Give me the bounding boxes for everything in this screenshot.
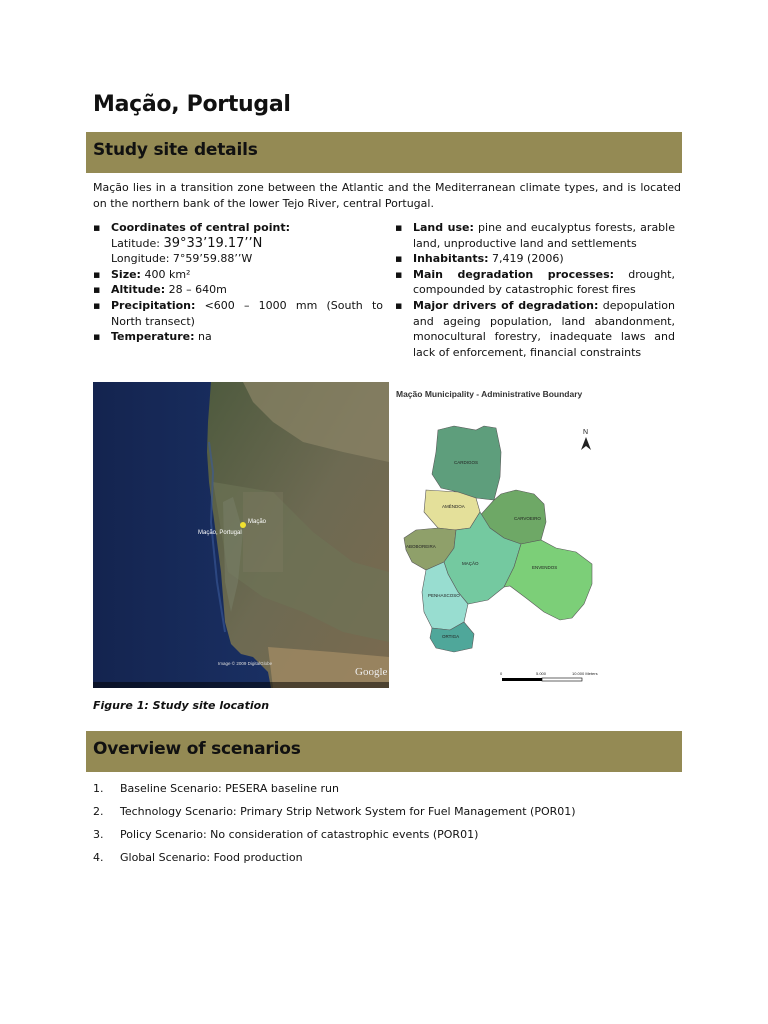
drivers-label: Major drivers of degradation: bbox=[413, 298, 599, 312]
scenario-text: Baseline Scenario: PESERA baseline run bbox=[120, 782, 339, 795]
scenario-number: 4. bbox=[93, 851, 104, 864]
scenario-text: Policy Scenario: No consideration of catastrophic events (POR01) bbox=[120, 828, 479, 841]
page-title: Mação, Portugal bbox=[93, 92, 291, 117]
admin-map-title: Mação Municipality - Administrative Boundary bbox=[396, 389, 583, 399]
label-ortiga: ORTIGA bbox=[442, 634, 460, 639]
size-value: 400 km² bbox=[140, 267, 191, 281]
label-cardigos: CARDIGOS bbox=[454, 460, 479, 465]
svg-text:5.000: 5.000 bbox=[536, 671, 547, 676]
land-use-value: pine and eucalyptus forests, arable land, unproductive land and settlements bbox=[413, 221, 675, 250]
inhabitants-label: Inhabitants: bbox=[413, 252, 489, 266]
precipitation-value: <600 – 1000 mm (South to North transect) bbox=[111, 298, 383, 328]
scale-bar bbox=[500, 671, 598, 681]
drivers-value: depopulation and ageing population, land abandonment, monocultural forestry, inadequate laws and lack of enforcement, financial constraints bbox=[413, 298, 676, 359]
section-title: Overview of scenarios bbox=[93, 739, 301, 759]
land-use-label: Land use: bbox=[413, 221, 474, 234]
precipitation-item bbox=[93, 298, 383, 329]
satellite-pin-label: Mação bbox=[248, 519, 267, 525]
inhabitants-value: 7,419 (2006) bbox=[488, 252, 564, 266]
site-details-left bbox=[93, 220, 383, 345]
latitude-value: 39°33’19.17’’N bbox=[163, 235, 263, 251]
temperature-value: na bbox=[194, 330, 212, 344]
admin-boundary-map bbox=[396, 382, 686, 688]
temperature-item bbox=[93, 329, 383, 345]
scenario-number: 3. bbox=[93, 828, 104, 841]
label-macao: MAÇÃO bbox=[462, 561, 479, 566]
drivers-item bbox=[395, 298, 675, 360]
land-use-item bbox=[395, 220, 675, 251]
north-arrow-icon bbox=[581, 429, 591, 450]
label-carvoeiro: CARVOEIRO bbox=[514, 516, 541, 521]
degradation-label: Main degradation processes: bbox=[413, 267, 615, 281]
site-details-right bbox=[395, 220, 675, 360]
degradation-value: drought, compounded by catastrophic forest fires bbox=[413, 267, 675, 297]
satellite-credit: Image © 2009 DigitalGlobe bbox=[218, 661, 273, 666]
scenario-number: 1. bbox=[93, 782, 104, 795]
temperature-label: Temperature: bbox=[111, 330, 195, 344]
size-item bbox=[93, 267, 383, 283]
google-logo: Google bbox=[355, 666, 388, 678]
label-aboboreira: ABOBOREIRA bbox=[406, 544, 436, 549]
label-amendoa: AMÊNDOA bbox=[442, 504, 465, 509]
svg-text:10.000 Meters: 10.000 Meters bbox=[572, 671, 598, 676]
coordinates-label: Coordinates of central point: bbox=[111, 221, 290, 234]
degradation-item bbox=[395, 267, 675, 298]
figure-caption: Figure 1: Study site location bbox=[93, 699, 270, 712]
altitude-value: 28 – 640m bbox=[165, 283, 227, 297]
inhabitants-item bbox=[395, 251, 675, 267]
label-envendos: ENVENDOS bbox=[532, 565, 558, 570]
satellite-place-label: Mação, Portugal bbox=[198, 530, 242, 536]
scenario-text: Global Scenario: Food production bbox=[120, 851, 303, 864]
size-label: Size: bbox=[111, 267, 141, 281]
scenario-text: Technology Scenario: Primary Strip Network System for Fuel Management (POR01) bbox=[120, 805, 576, 818]
svg-text:0: 0 bbox=[500, 671, 503, 676]
scenario-number: 2. bbox=[93, 805, 104, 818]
altitude-item bbox=[93, 282, 383, 298]
satellite-image bbox=[93, 382, 389, 688]
altitude-label: Altitude: bbox=[111, 283, 166, 297]
latitude-label: Latitude: bbox=[111, 236, 164, 250]
coordinates-item bbox=[93, 220, 383, 267]
svg-text:N: N bbox=[583, 429, 589, 436]
section-header-study-site bbox=[86, 132, 682, 173]
longitude-line: Longitude: 7°59’59.88’’W bbox=[111, 252, 253, 266]
section-title: Study site details bbox=[93, 140, 258, 160]
intro-paragraph: Mação lies in a transition zone between the Atlantic and the Mediterranean climate types, and is located on the northern bank of the lower Tejo River, central Portugal. bbox=[93, 181, 681, 210]
label-penhascoso: PENHASCOSO bbox=[428, 593, 460, 598]
precipitation-label: Precipitation: bbox=[111, 298, 196, 312]
section-header-scenarios bbox=[86, 731, 682, 772]
